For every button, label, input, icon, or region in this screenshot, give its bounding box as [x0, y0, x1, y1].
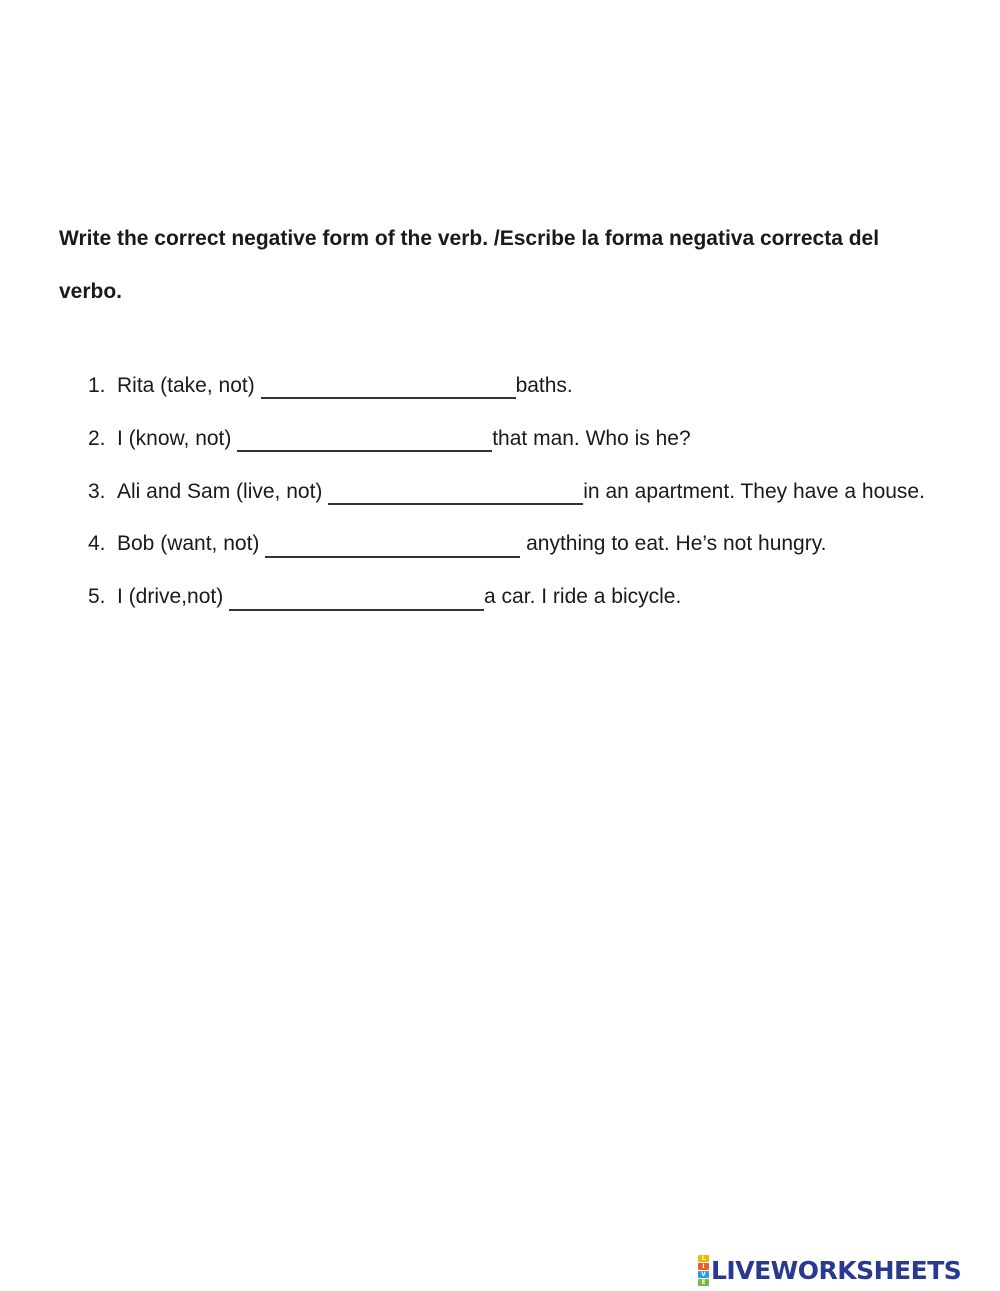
liveworksheets-logo [698, 1256, 961, 1284]
answer-field-1[interactable] [261, 375, 516, 399]
exercise-item [88, 413, 948, 466]
answer-field-3[interactable] [328, 481, 583, 505]
continuation-text: anything to eat. He’s not hungry. [520, 532, 827, 556]
continuation-text: a car. I ride a bicycle. [484, 585, 682, 609]
item-number: 2. [88, 426, 106, 450]
answer-field-4[interactable] [265, 534, 520, 558]
prompt-text: I (drive,not) [117, 585, 230, 609]
prompt-text: Bob (want, not) [117, 532, 266, 556]
logo-mark-icon: L I V E [698, 1255, 709, 1286]
continuation-text: in an apartment. They have a house. [583, 479, 925, 503]
exercise-list [88, 360, 948, 624]
instructions: Write the correct negative form of the verb. /Escribe la forma negativa correcta del verbo. [59, 227, 880, 303]
item-number: 1. [88, 374, 106, 397]
exercise-item [88, 360, 948, 413]
continuation-text: that man. Who is he? [492, 426, 691, 450]
exercise-item [88, 518, 948, 571]
answer-field-2[interactable] [237, 428, 492, 452]
item-number: 3. [88, 479, 106, 503]
logo-text: LIVEWORKSHEETS [711, 1255, 962, 1285]
continuation-text: baths. [515, 374, 573, 397]
exercise-item [88, 466, 948, 519]
item-number: 5. [88, 585, 106, 609]
prompt-text: Rita (take, not) [117, 374, 261, 397]
item-number: 4. [88, 532, 106, 556]
prompt-text: Ali and Sam (live, not) [117, 479, 329, 503]
prompt-text: I (know, not) [117, 426, 238, 450]
exercise-item [88, 571, 948, 624]
answer-field-5[interactable] [229, 587, 484, 611]
